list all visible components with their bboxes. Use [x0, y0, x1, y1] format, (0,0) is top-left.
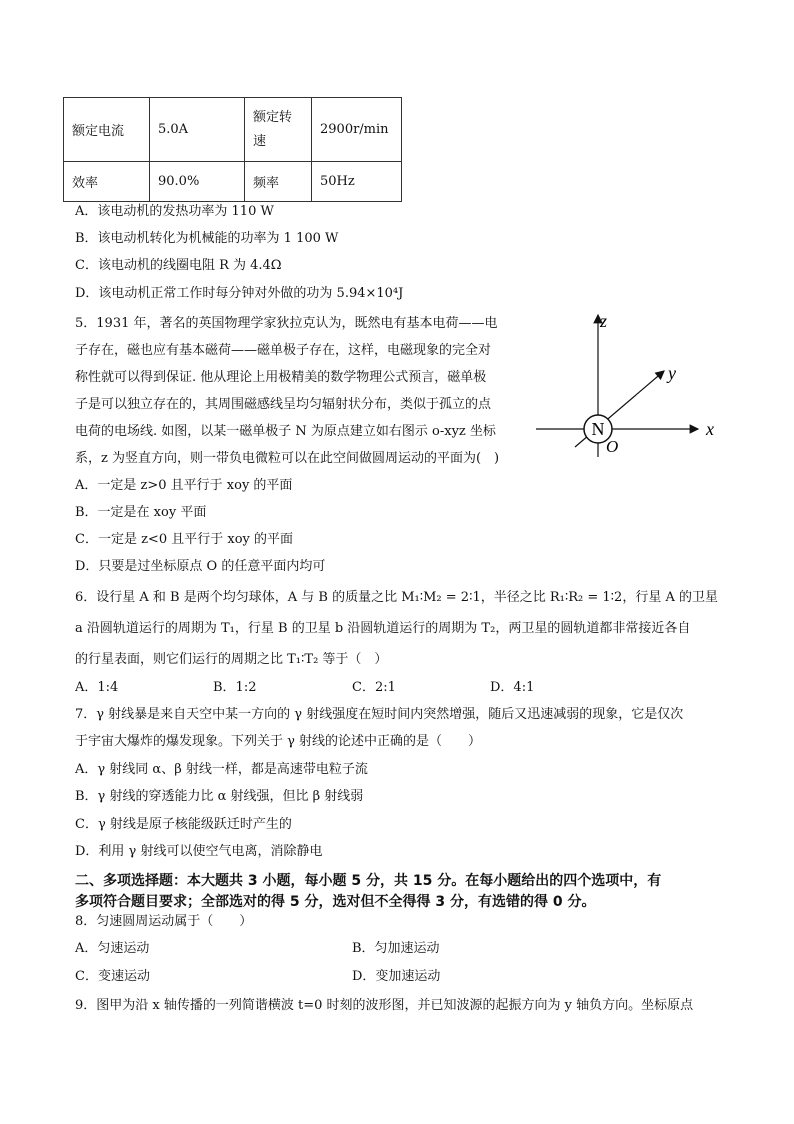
q8-option-a: A．匀速运动 [75, 941, 150, 956]
q6-stem-line: 6．设行星 A 和 B 是两个均匀球体，A 与 B 的质量之比 M₁∶M₂ = 2∶1，半径之比 R₁∶R₂ = 1∶2，行星 A 的卫星 [75, 590, 718, 605]
q5-stem-line: 子存在，磁也应有基本磁荷——磁单极子存在，这样，电磁现象的完全对 [75, 343, 492, 358]
q8-option-b: B．匀加速运动 [352, 941, 440, 956]
q5-stem-line: 称性就可以得到保证. 他从理论上用极精美的数学物理公式预言，磁单极 [75, 370, 487, 385]
y-label: y [668, 363, 676, 383]
q5-option-d: D．只要是过坐标原点 O 的任意平面内均可 [75, 559, 326, 574]
q7-stem-line: 于宇宙大爆炸的爆发现象。下列关于 γ 射线的论述中正确的是（ ） [75, 734, 482, 749]
table-cell: 额定电流 [64, 98, 150, 162]
q4-option-a: A．该电动机的发热功率为 110 W [75, 204, 274, 219]
q6-option-b: B．1:2 [213, 680, 257, 695]
table-cell: 效率 [64, 162, 150, 202]
section-heading: 多项符合题目要求；全部选对的得 5 分，选对但不全得得 3 分，有选错的得 0 分。 [75, 894, 596, 910]
q6-stem-line: a 沿圆轨道运行的周期为 T₁，行星 B 的卫星 b 沿圆轨道运行的周期为 T₂，两卫星的圆轨道都非常接近各自 [75, 621, 691, 636]
q7-stem-line: 7．γ 射线暴是来自天空中某一方向的 γ 射线强度在短时间内突然增强，随后又迅速减弱的现象，它是仅次 [75, 707, 684, 722]
q8-option-c: C．变速运动 [75, 969, 150, 984]
table-cell: 50Hz [312, 162, 402, 202]
table-cell-text: 额定转 [253, 109, 293, 125]
q8-option-d: D．变加速运动 [352, 969, 441, 984]
q5-stem-line: 电荷的电场线. 如图，以某一磁单极子 N 为原点建立如右图示 o-xyz 坐标 [75, 424, 496, 439]
q6-stem-line: 的行星表面，则它们运行的周期之比 T₁∶T₂ 等于（ ） [75, 652, 388, 667]
monopole-coordinate-diagram [530, 305, 730, 465]
q5-option-a: A．一定是 z>0 且平行于 xoy 的平面 [75, 478, 293, 493]
x-label: x [706, 419, 714, 439]
table-cell: 90.0% [150, 162, 245, 202]
q8-stem: 8．匀速圆周运动属于（ ） [75, 914, 253, 929]
q7-option-a: A．γ 射线同 α、β 射线一样，都是高速带电粒子流 [75, 762, 368, 777]
q5-option-b: B．一定是在 xoy 平面 [75, 505, 207, 520]
q9-stem-line: 9．图甲为沿 x 轴传播的一列简谐横波 t=0 时刻的波形图，并已知波源的起振方向为 y 轴负方向。坐标原点 [75, 998, 694, 1013]
q5-stem-line: 子是可以独立存在的，其周围磁感线呈均匀辐射状分布，类似于孤立的点 [75, 397, 492, 412]
q5-option-c: C．一定是 z<0 且平行于 xoy 的平面 [75, 532, 293, 547]
q6-option-a: A．1:4 [75, 680, 119, 695]
table-cell-text: 速 [253, 133, 267, 149]
origin-label: O [606, 437, 619, 456]
q6-option-d: D．4:1 [490, 680, 535, 695]
section-heading: 二、多项选择题：本大题共 3 小题，每小题 5 分，共 15 分。在每小题给出的四个选项中，有 [75, 873, 662, 889]
table-cell [245, 98, 312, 162]
q6-option-c: C．2:1 [352, 680, 396, 695]
q4-option-c: C．该电动机的线圈电阻 R 为 4.4Ω [75, 258, 282, 273]
q7-option-b: B．γ 射线的穿透能力比 α 射线强，但比 β 射线弱 [75, 789, 364, 804]
table-cell: 5.0A [150, 98, 245, 162]
z-label: z [600, 311, 608, 331]
q5-stem-line: 系，z 为竖直方向，则一带负电微粒可以在此空间做圆周运动的平面为( ) [75, 451, 500, 466]
q4-option-b: B．该电动机转化为机械能的功率为 1 100 W [75, 231, 339, 246]
n-label: N [591, 419, 605, 439]
q4-option-d: D．该电动机正常工作时每分钟对外做的功为 5.94×10⁴J [75, 286, 404, 301]
q5-stem-line: 5．1931 年，著名的英国物理学家狄拉克认为，既然电有基本电荷——电 [75, 316, 498, 331]
motor-spec-table [63, 97, 402, 202]
q7-option-c: C．γ 射线是原子核能级跃迁时产生的 [75, 817, 292, 832]
table-cell: 2900r/min [312, 98, 402, 162]
table-cell: 频率 [245, 162, 312, 202]
q7-option-d: D．利用 γ 射线可以使空气电离，消除静电 [75, 844, 323, 859]
